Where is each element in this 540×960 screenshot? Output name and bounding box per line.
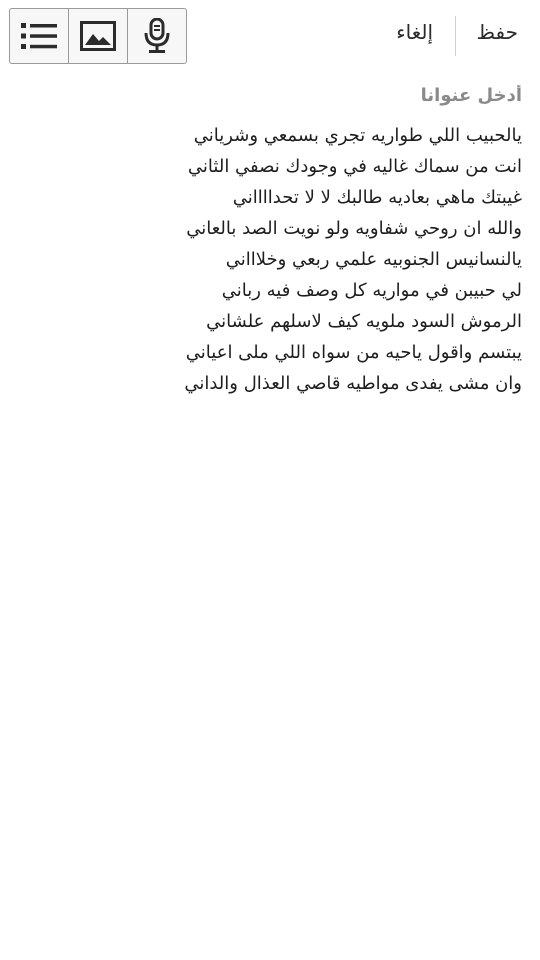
cancel-button[interactable]: إلغاء [396, 20, 433, 44]
microphone-icon [143, 18, 171, 54]
save-button[interactable]: حفظ [476, 20, 518, 44]
note-line: يالنسانيس الجنوبيه علمي ربعي وخلاااني [225, 249, 522, 270]
list-icon [21, 21, 57, 51]
note-line: غيبتك ماهي بعاديه طالبك لا لا تحدااااني [232, 187, 522, 208]
top-toolbar [0, 0, 540, 72]
note-line: لي حبيبن في مواريه كل وصف فيه رباني [221, 280, 522, 301]
note-body-editor[interactable] [22, 120, 522, 399]
note-line: انت من سماك غاليه في وجودك نصفي الثاني [187, 156, 522, 177]
insert-tools-group [9, 8, 187, 64]
note-line: يالحبيب اللي طواريه تجري بسمعي وشرياني [193, 125, 522, 146]
title-input[interactable] [142, 78, 522, 112]
toolbar-divider [455, 16, 456, 56]
list-button[interactable] [10, 9, 69, 63]
insert-image-button[interactable] [69, 9, 128, 63]
note-line: الرموش السود ملويه كيف لاسلهم علشاني [206, 311, 522, 332]
note-line: والله ان روحي شفاويه ولو نويت الصد بالعاني [186, 218, 522, 239]
voice-input-button[interactable] [128, 9, 186, 63]
image-icon [80, 21, 116, 51]
note-line: وان مشى يفدى مواطيه قاصي العذال والداني [184, 373, 522, 394]
note-line: يبتسم واقول ياحيه من سواه اللي ملى اعياني [185, 342, 522, 363]
